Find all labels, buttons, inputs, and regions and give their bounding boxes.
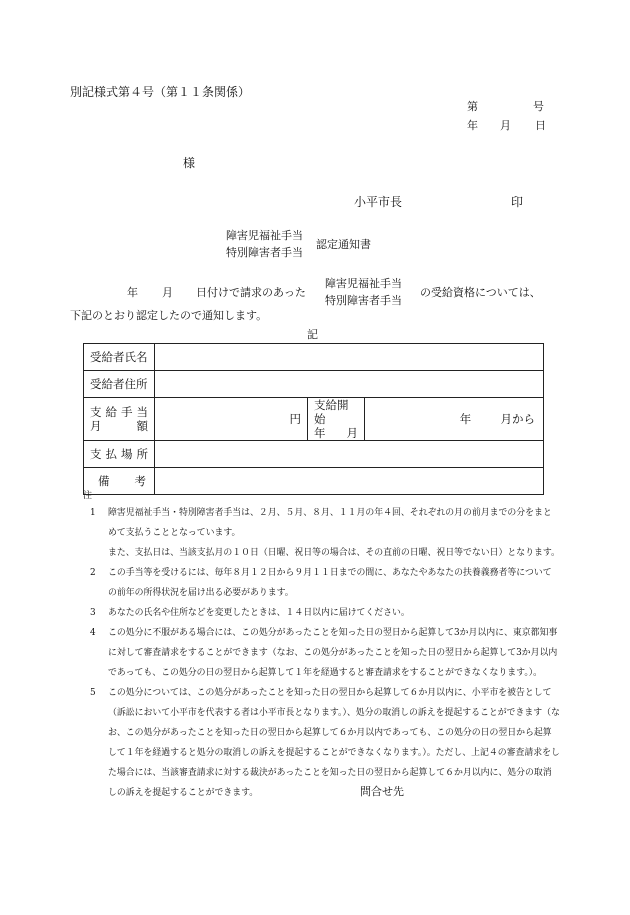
amount-label (84, 398, 155, 441)
date-month: 月 (500, 119, 511, 132)
start-label-line-2: 年 月 (314, 426, 358, 440)
addressee-honorific: 様 (183, 156, 196, 170)
body-month: 月 (162, 286, 173, 299)
doc-no-suffix: 号 (533, 100, 544, 113)
payment-place-value (155, 441, 544, 468)
seal-mark: 印 (511, 195, 524, 209)
date-day: 日 (535, 119, 546, 132)
body-allowances (325, 275, 402, 309)
body-allowance-2: 特別障害者手当 (325, 294, 402, 307)
body-eligibility: の受給資格については、 (420, 286, 541, 299)
amount-value (155, 398, 308, 441)
recipient-address-value (155, 371, 544, 398)
note-item: また、支払日は、当該支払月の１０日（日曜、祝日等の場合は、その直前の日曜、祝日等でない日）となります。 (108, 548, 560, 558)
doc-no-prefix: 第 (467, 100, 478, 113)
row-recipient-address (84, 371, 544, 398)
note-item: 1 障害児福祉手当・特別障害者手当は、２月、５月、８月、１１月の年４回、それぞれの月の前月までの分をまとめて支払うこととなっています。 (90, 508, 552, 538)
body-dated-request: 日付けで請求のあった (196, 286, 306, 299)
recipient-name-label: 受給者氏名 (84, 344, 155, 371)
notes-list (90, 503, 560, 803)
start-value (365, 398, 544, 441)
yen-unit: 円 (289, 412, 301, 426)
start-value-month: 月から (500, 412, 535, 426)
start-value-year: 年 (459, 412, 472, 426)
body-year: 年 (127, 286, 138, 299)
start-label (308, 398, 365, 441)
start-label-line-1: 支給開始 (314, 398, 349, 426)
recipient-address-label: 受給者住所 (84, 371, 155, 398)
row-amount (84, 398, 544, 441)
note-item: 4 この処分に不服がある場合には、この処分があったことを知った日の翌日から起算して3か月以内に、東京都知事に対して審査請求をすることができます（なお、この処分があったことを知った日の翌日から起算して3か月以内であっても、この処分の日の翌日から起算して１年を経過すると審査請求をすることができなくなります。）。 (90, 628, 558, 678)
remarks-label: 備 考 (84, 468, 155, 495)
note-item: 2 この手当等を受けるには、毎年８月１２日から９月１１日までの間に、あなたやあなたの扶養義務者等についての前年の所得状況を届け出る必要があります。 (90, 568, 552, 598)
sender-name: 小平市長 (354, 195, 403, 209)
payment-place-label: 支 払 場 所 (84, 441, 155, 468)
notes-heading: 注 (83, 491, 93, 501)
note-item: 3 あなたの氏名や住所などを変更したときは、１４日以内に届けてください。 (90, 608, 410, 618)
form-number: 別記様式第４号（第１１条関係） (70, 85, 251, 99)
certification-table (83, 343, 544, 495)
recipient-name-value (155, 344, 544, 371)
title-allowance-1: 障害児福祉手当 (226, 229, 303, 242)
row-recipient-name (84, 344, 544, 371)
contact-label: 問合せ先 (360, 785, 404, 798)
amount-label-line-2: 月 額 (90, 419, 148, 433)
ki-mark: 記 (307, 328, 318, 341)
title-suffix: 認定通知書 (316, 238, 371, 251)
body-allowance-1: 障害児福祉手当 (325, 277, 402, 290)
remarks-value (155, 468, 544, 495)
body-line-2: 下記のとおり認定したので通知します。 (70, 309, 268, 322)
date-year: 年 (467, 119, 478, 132)
note-item: 5 この処分については、この処分があったことを知った日の翌日から起算して６か月以内に、小平市を被告として（訴訟において小平市を代表する者は小平市長となります。）、処分の取消しの訴えを提起することができます（なお、この処分があったことを知った日の翌日から起算して６か月以内であっても、この処分の日の翌日から起算して１年を経過すると処分の取消しの訴えを提起することができなくなります。）。ただし、上記４の審査請求をした場合には、当該審査請求に対する裁決があったことを知った日の翌日から起算して６か月以内に、処分の取消しの訴えを提起することができます。 (90, 688, 560, 798)
row-remarks (84, 468, 544, 495)
title-allowances (226, 227, 303, 261)
amount-label-line-1: 支 給 手 当 (90, 405, 148, 419)
title-allowance-2: 特別障害者手当 (226, 246, 303, 259)
row-payment-place (84, 441, 544, 468)
